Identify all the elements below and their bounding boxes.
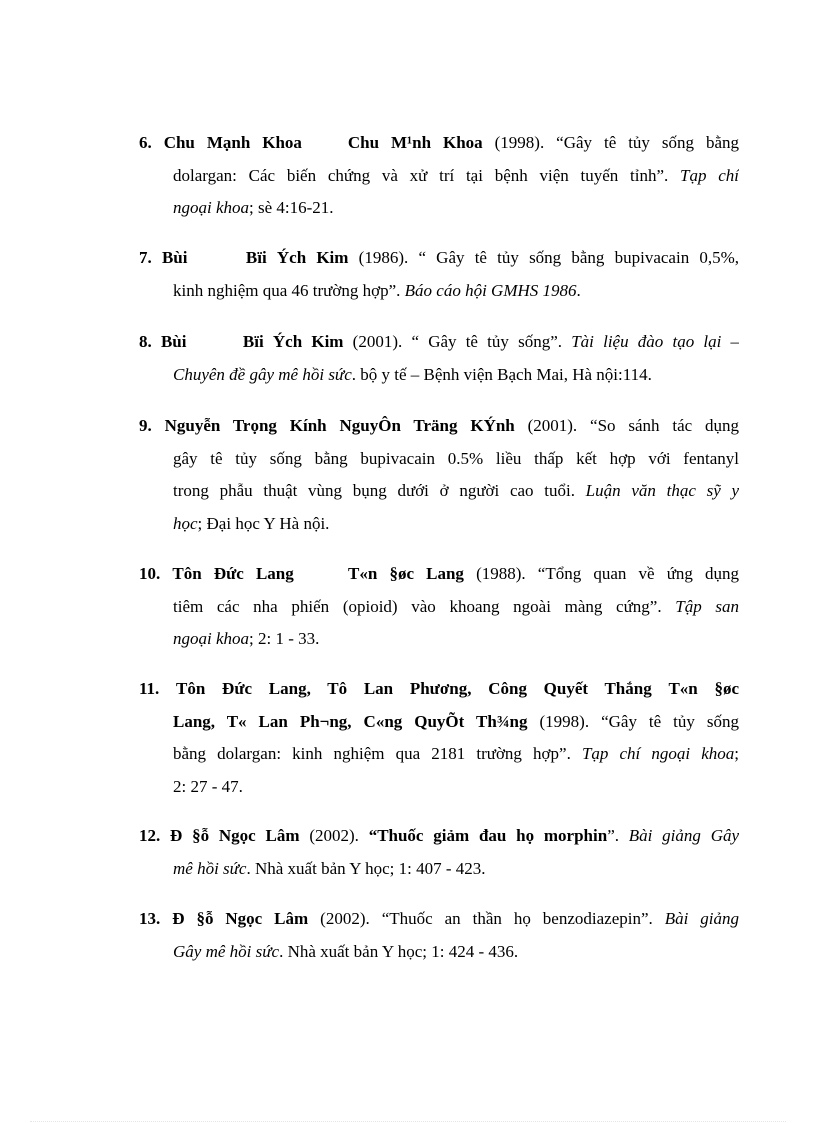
reference-journal: Gây mê hồi sức [173, 941, 280, 961]
reference-journal: Tạp chí [680, 165, 739, 185]
reference-author: Tôn Đức Lang, Tô Lan Phương, Công Quyết Thắng [176, 679, 652, 698]
reference-line [139, 706, 739, 739]
reference-line [139, 820, 739, 853]
reference-source: . Nhà xuất bản Y học; 1: 424 - 436. [279, 941, 519, 961]
reference-line [139, 623, 739, 656]
reference-title: dolargan: Các biến chứng và xử trí tại bệnh viện tuyến tỉnh”. [173, 165, 669, 185]
reference-journal: Tài liệu đào tạo lại – [571, 332, 739, 351]
reference-line [139, 410, 739, 443]
reference-journal: Chuyên đề gây mê hồi sức [173, 364, 352, 384]
reference-title: kinh nghiệm qua 46 trường hợp”. [173, 280, 401, 300]
reference-line [139, 192, 739, 225]
reference-source: ; Đại học Y Hà nội. [197, 513, 330, 533]
reference-title: bằng dolargan: kinh nghiệm qua 2181 trường hợp”. [173, 744, 571, 763]
reference-title: “ Gây tê tủy sống”. [411, 332, 563, 351]
reference-year: (1988). [476, 564, 526, 583]
reference-author-alt: T«n [668, 679, 698, 698]
reference-year: (2002). [320, 909, 370, 928]
reference-year: (2002). [309, 826, 359, 845]
reference-title: gây tê tủy sống bằng bupivacain 0.5% liều thấp kết hợp với fentanyl [173, 448, 739, 468]
reference-title: “So sánh tác dụng [590, 416, 739, 435]
reference-7 [139, 242, 739, 307]
reference-line [139, 127, 739, 160]
reference-title: tiêm các nha phiến (opioid) vào khoang ngoài màng cứng”. [173, 596, 662, 616]
reference-punct: ; [734, 744, 739, 763]
reference-line [139, 475, 739, 508]
reference-number: 12. [139, 826, 161, 845]
reference-number: 10. [139, 564, 161, 583]
reference-journal: Báo cáo hội GMHS 1986 [404, 280, 577, 300]
reference-title: “Thuốc an thần họ benzodiazepin”. [381, 909, 653, 928]
reference-number: 11. [139, 679, 160, 698]
reference-line [139, 936, 739, 969]
reference-source: 2: 27 - 47. [173, 776, 243, 796]
reference-year: (1986). [358, 248, 409, 267]
reference-journal: mê hồi sức [173, 858, 247, 878]
reference-line [139, 558, 739, 591]
reference-number: 6. [139, 133, 152, 152]
reference-source: . bộ y tế – Bệnh viện Bạch Mai, Hà nội:114. [351, 364, 652, 384]
reference-author-alt: Bïi Ých Kim [245, 248, 349, 267]
reference-9 [139, 410, 739, 540]
reference-line [139, 359, 739, 392]
reference-author-alt: NguyÔn Träng KÝnh [339, 416, 515, 435]
reference-author: Chu Mạnh Khoa [163, 133, 302, 152]
reference-line [139, 771, 739, 804]
reference-title: “Tổng quan về ứng dụng [537, 564, 739, 583]
reference-author-alt: §øc [714, 679, 739, 698]
reference-author-alt: Lang, T« Lan Ph¬ng, C«ng QuyÕt Th¾ng [173, 711, 528, 731]
reference-author: Đ §ỗ Ngọc Lâm [170, 826, 300, 845]
reference-author: Bùi [160, 332, 187, 351]
reference-journal: Tập san [675, 596, 739, 616]
reference-line [139, 508, 739, 541]
reference-source: ; 2: 1 - 33. [249, 629, 320, 648]
reference-author-alt: Chu M¹nh Khoa [347, 133, 483, 152]
reference-line [139, 673, 739, 706]
reference-title: “Thuốc giảm đau họ morphin [368, 826, 608, 845]
reference-title: “ Gây tê tủy sống bằng bupivacain 0,5%, [418, 248, 739, 267]
reference-line [139, 853, 739, 886]
reference-author: Bùi [161, 248, 188, 267]
reference-13 [139, 903, 739, 968]
reference-12 [139, 820, 739, 885]
reference-number: 9. [139, 416, 152, 435]
reference-punct: . [576, 280, 581, 300]
reference-title: “Gây tê tủy sống [601, 711, 739, 731]
reference-8 [139, 326, 739, 391]
reference-10 [139, 558, 739, 656]
reference-journal: học [173, 513, 198, 533]
reference-title: “Gây tê tủy sống bằng [556, 133, 739, 152]
reference-number: 7. [139, 248, 152, 267]
reference-line [139, 443, 739, 476]
reference-line [139, 160, 739, 193]
reference-author-alt: Bïi Ých Kim [242, 332, 344, 351]
reference-line [139, 326, 739, 359]
reference-year: (1998). [539, 711, 590, 731]
reference-author: Đ §ỗ Ngọc Lâm [172, 909, 309, 928]
reference-title: trong phẫu thuật vùng bụng dưới ở người cao tuổi. [173, 481, 575, 500]
reference-11 [139, 673, 739, 803]
reference-source: ; sè 4:16-21. [249, 198, 334, 217]
reference-author-alt: T«n §øc Lang [348, 564, 464, 583]
reference-author: Nguyễn Trọng Kính [164, 416, 327, 435]
reference-punct: ”. [607, 826, 619, 845]
reference-journal: ngoại khoa [173, 198, 250, 217]
reference-line [139, 903, 739, 936]
reference-line [139, 738, 739, 771]
reference-source: . Nhà xuất bản Y học; 1: 407 - 423. [246, 858, 486, 878]
reference-author: Tôn Đức Lang [172, 564, 294, 583]
reference-number: 8. [139, 332, 152, 351]
reference-journal: ngoại khoa [173, 629, 250, 648]
reference-year: (1998). [494, 133, 545, 152]
reference-6 [139, 127, 739, 225]
reference-journal: Luận văn thạc sỹ y [585, 481, 739, 500]
reference-line [139, 591, 739, 624]
reference-line [139, 275, 739, 308]
reference-line [139, 242, 739, 275]
reference-journal: Tạp chí ngoại khoa [581, 744, 735, 763]
page-bottom-rule [30, 1121, 786, 1122]
reference-year: (2001). [352, 332, 403, 351]
reference-journal: Bài giảng [664, 909, 739, 928]
reference-number: 13. [139, 909, 161, 928]
reference-journal: Bài giảng Gây [628, 826, 739, 845]
reference-year: (2001). [527, 416, 578, 435]
